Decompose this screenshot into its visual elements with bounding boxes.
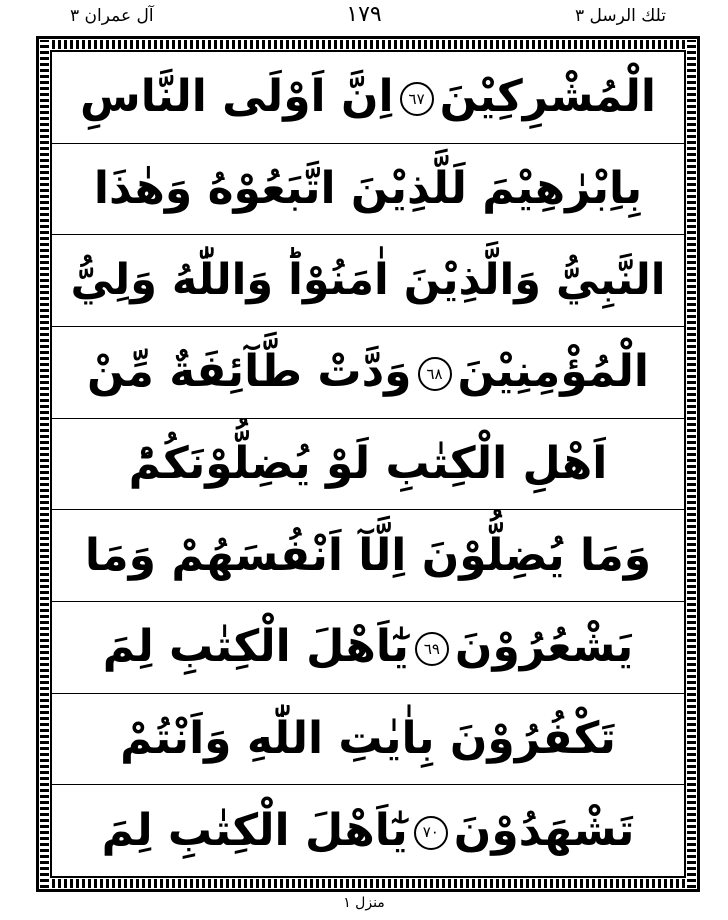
verse-text xyxy=(84,529,652,581)
verse-segment: وَمَا يُضِلُّوْنَ اِلَّآ اَنْفُسَهُمْ وَمَا xyxy=(84,529,652,581)
verse-line xyxy=(52,235,684,327)
verse-segment: بِاِبْرٰهِيْمَ لَلَّذِيْنَ اتَّبَعُوْهُ وَهٰذَا xyxy=(93,163,643,214)
verse-line xyxy=(52,694,684,786)
verse-segment: يٰٓاَهْلَ الْكِتٰبِ لِمَ xyxy=(101,804,408,856)
verse-text xyxy=(128,438,608,490)
ayah-marker: ٧٠ xyxy=(414,816,448,850)
verse-text xyxy=(102,621,634,673)
verse-segment: يَشْعُرُوْنَ xyxy=(454,621,634,673)
ayah-marker: ٦٩ xyxy=(415,632,449,666)
verse-segment: تَكْفُرُوْنَ بِاٰيٰتِ اللّٰهِ وَاَنْتُمْ xyxy=(120,713,616,765)
verse-line xyxy=(52,419,684,511)
surah-name: آل عمران ۳ xyxy=(70,6,154,26)
verse-segment: الْمُؤْمِنِيْنَ xyxy=(457,346,649,398)
verse-segment: اِنَّ اَوْلَى النَّاسِ xyxy=(80,71,394,123)
text-lines xyxy=(52,52,684,876)
verse-line xyxy=(52,144,684,236)
verse-text xyxy=(120,713,616,765)
verse-line xyxy=(52,52,684,144)
ayah-marker: ٦٨ xyxy=(418,357,452,391)
verse-segment: يٰٓاَهْلَ الْكِتٰبِ لِمَ xyxy=(102,621,409,673)
ayah-marker: ٦٧ xyxy=(400,82,434,116)
page-number: ١٧٩ xyxy=(346,2,382,27)
verse-segment: الْمُشْرِكِيْنَ xyxy=(439,71,656,123)
verse-text xyxy=(101,804,635,856)
verse-segment: تَشْهَدُوْنَ xyxy=(453,804,635,856)
decorative-border-bottom xyxy=(40,879,696,888)
page-header xyxy=(0,0,728,38)
verse-text xyxy=(93,163,643,214)
verse-text xyxy=(70,255,666,306)
verse-text xyxy=(87,346,649,398)
decorative-border-top xyxy=(40,40,696,49)
verse-segment: النَّبِيُّ وَالَّذِيْنَ اٰمَنُوْاؕ وَاللّٰهُ وَلِيُّ xyxy=(70,255,666,306)
verse-line xyxy=(52,327,684,419)
verse-text xyxy=(80,71,656,123)
verse-line xyxy=(52,510,684,602)
verse-line xyxy=(52,785,684,876)
decorative-border-right xyxy=(687,40,696,888)
decorative-border-left xyxy=(40,40,49,888)
juz-name: تلك الرسل ۳ xyxy=(574,6,666,26)
manzil-label: منزل ۱ xyxy=(343,895,385,911)
verse-line xyxy=(52,602,684,694)
verse-segment: اَهْلِ الْكِتٰبِ لَوْ يُضِلُّوْنَكُمْؕ xyxy=(128,438,608,490)
verse-segment: وَدَّتْ طَّآئِفَةٌ مِّنْ xyxy=(87,346,412,398)
